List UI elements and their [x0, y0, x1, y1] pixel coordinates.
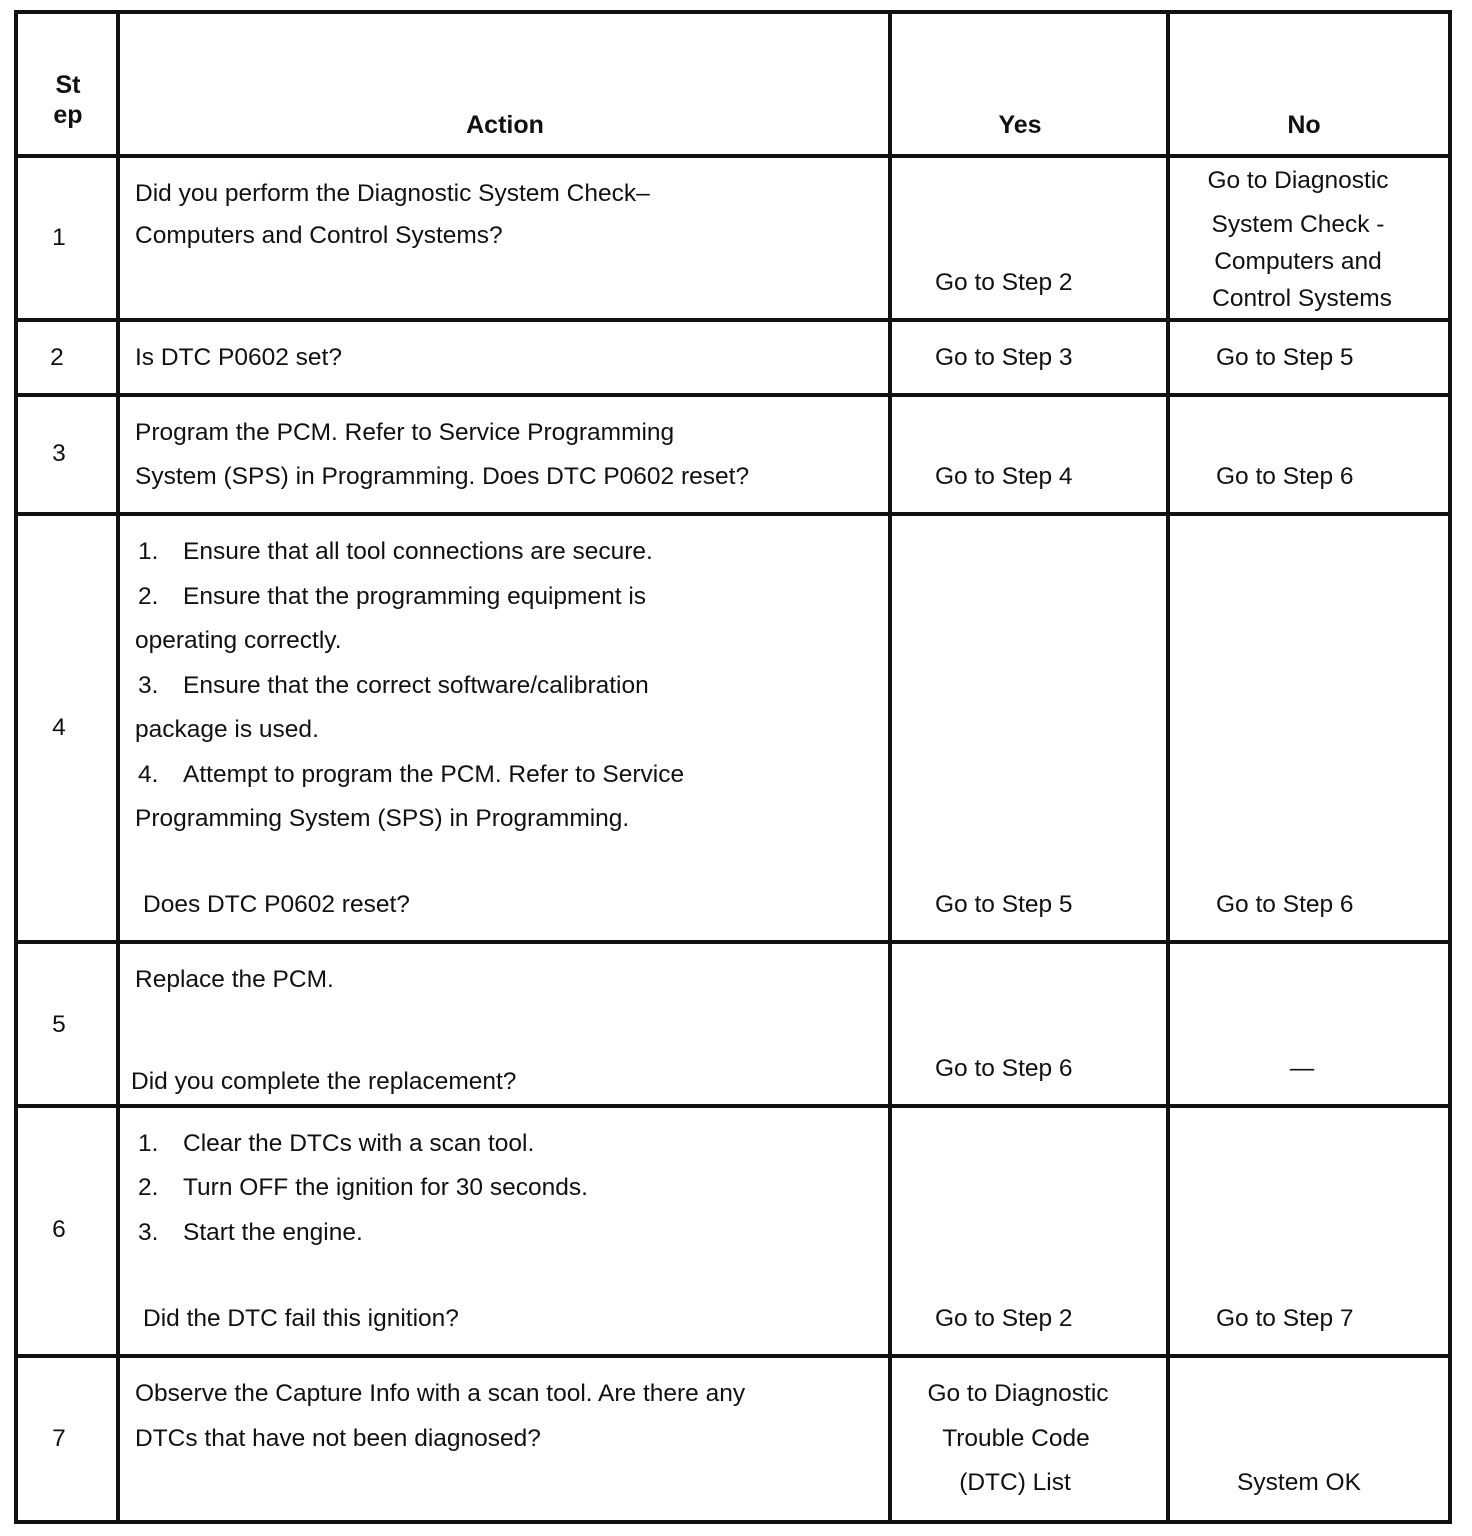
question-text: Did you complete the replacement? [131, 1068, 517, 1095]
step-number: 5 [52, 1011, 66, 1038]
no-result: System OK [1237, 1469, 1361, 1496]
action-text: Computers and Control Systems? [135, 222, 503, 249]
no-result: Computers and [1214, 248, 1382, 275]
step-number: 1 [52, 224, 66, 251]
yes-result: Go to Step 5 [935, 891, 1073, 918]
action-text: Did you perform the Diagnostic System Check– [135, 180, 650, 207]
list-item: Ensure that the correct software/calibration [183, 672, 649, 699]
list-item: Turn OFF the ignition for 30 seconds. [183, 1174, 588, 1201]
list-item: Ensure that the programming equipment is [183, 583, 647, 610]
yes-result: (DTC) List [959, 1469, 1071, 1496]
header-step-line2: ep [53, 101, 83, 129]
no-result: Control Systems [1212, 285, 1392, 312]
list-item: Attempt to program the PCM. Refer to Service [183, 761, 685, 788]
action-text: System (SPS) in Programming. Does DTC P0602 reset? [135, 463, 750, 490]
list-number: 2. [138, 1174, 159, 1201]
list-item: Clear the DTCs with a scan tool. [183, 1130, 535, 1157]
yes-result: Go to Step 3 [935, 344, 1073, 371]
header-action: Action [466, 111, 544, 139]
no-result: Go to Diagnostic [1207, 167, 1389, 194]
no-result: Go to Step 7 [1216, 1305, 1354, 1332]
no-result: Go to Step 6 [1216, 891, 1354, 918]
list-number: 4. [138, 761, 159, 788]
header-step [18, 70, 118, 130]
header-no: No [1287, 111, 1321, 139]
action-text: Observe the Capture Info with a scan tool. Are there any [135, 1380, 746, 1407]
action-text: Replace the PCM. [135, 966, 334, 993]
yes-result: Go to Step 2 [935, 269, 1073, 296]
header-step-line1: St [55, 71, 81, 99]
list-number: 1. [138, 538, 159, 565]
action-text: Program the PCM. Refer to Service Programming [135, 419, 675, 446]
no-result: Go to Step 5 [1216, 344, 1354, 371]
no-result: Go to Step 6 [1216, 463, 1354, 490]
no-result: — [1289, 1055, 1315, 1082]
list-number: 1. [138, 1130, 159, 1157]
list-number: 3. [138, 1219, 159, 1246]
list-number: 3. [138, 672, 159, 699]
yes-result: Go to Step 4 [935, 463, 1073, 490]
step-number: 2 [50, 344, 64, 371]
step-number: 6 [52, 1216, 66, 1243]
list-number: 2. [138, 583, 159, 610]
yes-result: Trouble Code [942, 1425, 1090, 1452]
list-item: Start the engine. [183, 1219, 363, 1246]
step-number: 4 [52, 714, 66, 741]
list-item-continued: Programming System (SPS) in Programming. [135, 805, 630, 832]
action-text: Is DTC P0602 set? [135, 344, 342, 371]
list-item: Ensure that all tool connections are secure. [183, 538, 653, 565]
step-number: 7 [52, 1425, 66, 1452]
question-text: Does DTC P0602 reset? [143, 891, 410, 918]
yes-result: Go to Step 6 [935, 1055, 1073, 1082]
list-item-continued: package is used. [135, 716, 319, 743]
question-text: Did the DTC fail this ignition? [143, 1305, 459, 1332]
no-result: System Check - [1211, 211, 1385, 238]
yes-result: Go to Step 2 [935, 1305, 1073, 1332]
step-number: 3 [52, 440, 66, 467]
list-item-continued: operating correctly. [135, 627, 342, 654]
yes-result: Go to Diagnostic [927, 1380, 1109, 1407]
header-yes: Yes [998, 111, 1042, 139]
action-text: DTCs that have not been diagnosed? [135, 1425, 541, 1452]
